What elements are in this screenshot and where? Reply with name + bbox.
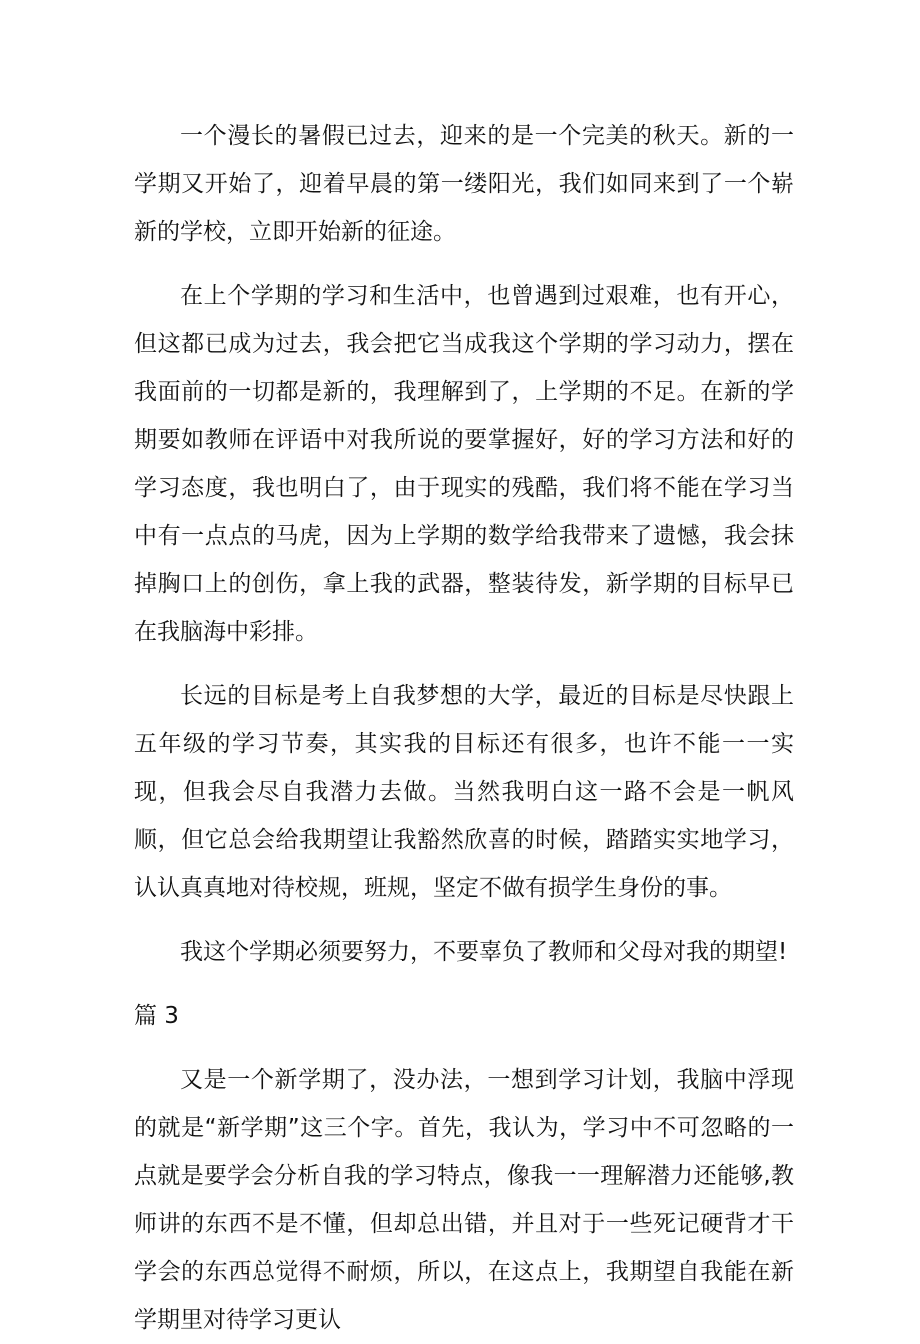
section-heading: 篇 3 <box>134 1003 179 1029</box>
paragraph-1: 一个漫长的暑假已过去，迎来的是一个完美的秋天。新的一学期又开始了，迎着早晨的第一缕阳光，我们如同来到了一个崭新的学校，立即开始新的征途。 <box>134 123 794 245</box>
paragraph-4: 我这个学期必须要努力，不要辜负了教师和父母对我的期望! <box>180 939 788 965</box>
paragraph-3: 长远的目标是考上自我梦想的大学，最近的目标是尽快跟上五年级的学习节奏，其实我的目标还有很多，也许不能一一实现，但我会尽自我潜力去做。当然我明白这一路不会是一帆风顺，但它总会给我期望让我豁然欣喜的时候，踏踏实实地学习，认认真真地对待校规，班规，坚定不做有损学生身份的事。 <box>134 683 794 901</box>
paragraph-2: 在上个学期的学习和生活中，也曾遇到过艰难，也有开心，但这都已成为过去，我会把它当成我这个学期的学习动力，摆在我面前的一切都是新的，我理解到了，上学期的不足。在新的学期要如教师在评语中对我所说的要掌握好，好的学习方法和好的学习态度，我也明白了，由于现实的残酷，我们将不能在学习当中有一点点的马虎，因为上学期的数学给我带来了遗憾，我会抹掉胸口上的创伤，拿上我的武器，整装待发，新学期的目标早已在我脑海中彩排。 <box>134 283 794 645</box>
document-body <box>134 112 794 1344</box>
paragraph-5: 又是一个新学期了，没办法，一想到学习计划，我脑中浮现的就是“新学期”这三个字。首先，我认为，学习中不可忽略的一点就是要学会分析自我的学习特点，像我一一理解潜力还能够,教师讲的东西不是不懂，但却总出错，并且对于一些死记硬背才干学会的东西总觉得不耐烦，所以，在这点上，我期望自我能在新学期里对待学习更认 <box>134 1067 794 1333</box>
